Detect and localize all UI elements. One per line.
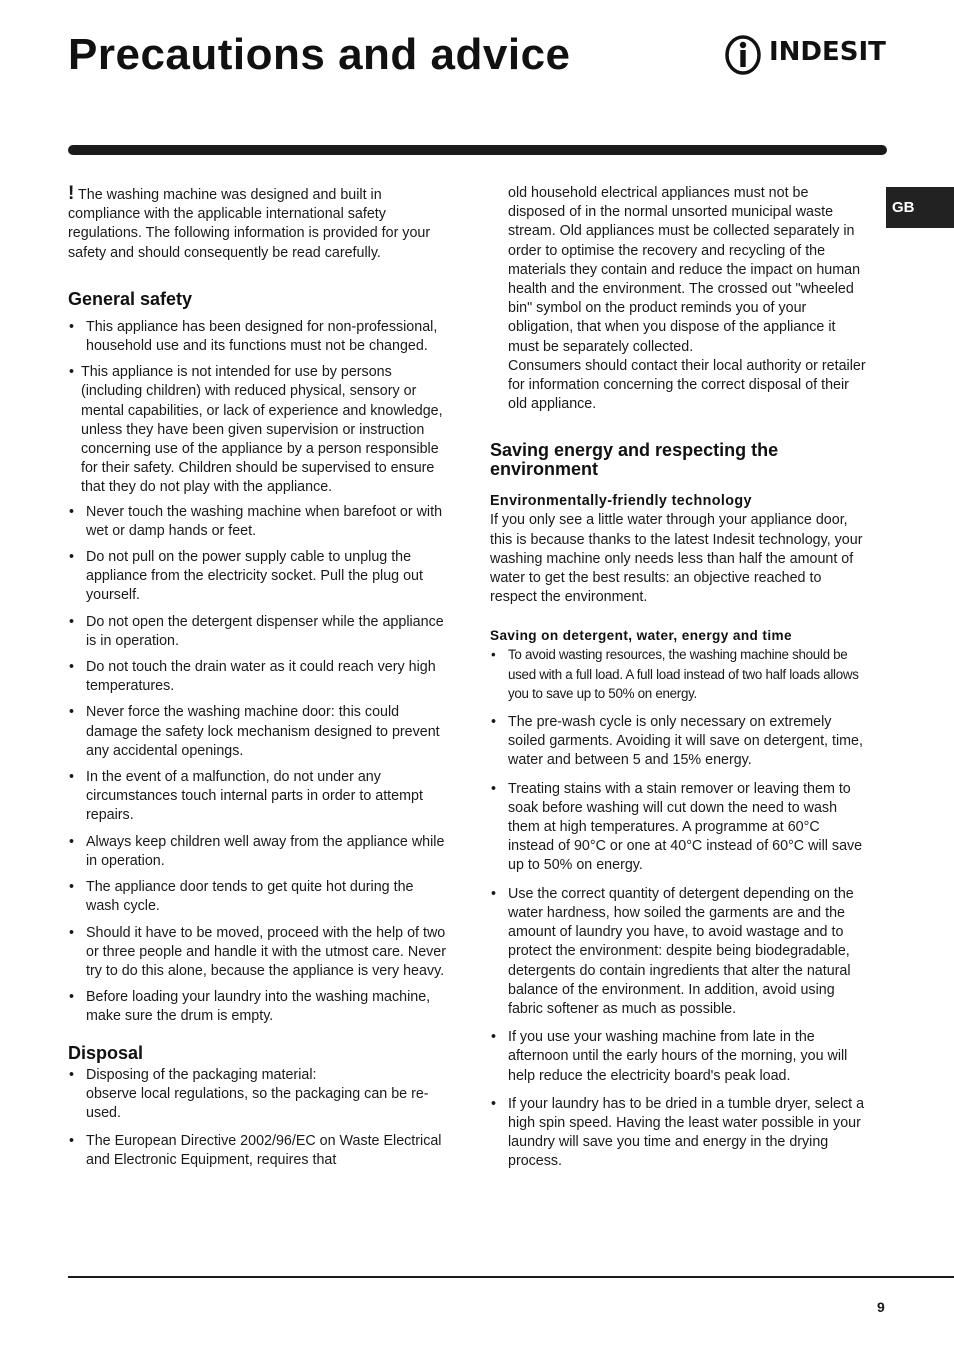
disposal-continued-text: old household electrical appliances must not be disposed of in the normal unsorted municipal waste stream. Old appliances must be collected separately in order to optimise the recovery and recycling of the materials they contain and reduce the impact on human health and the environment. The crossed out "wheeled bin" symbol on the product reminds you of your obligation, that when you dispose of the appliance it must be separately collected.: [508, 185, 861, 355]
saving-subheading: Saving on detergent, water, energy and time: [490, 628, 792, 644]
list-item: • Before loading your laundry into the washing machine, make sure the drum is empty.: [68, 988, 446, 1026]
disposal-packaging-label: Disposing of the packaging material:: [86, 1066, 317, 1083]
list-item: [68, 1066, 446, 1124]
list-item: • Should it have to be moved, proceed with the help of two or three people and handle it with the utmost care. Never try to do this alone, because the appliance is very heavy.: [68, 924, 446, 982]
list-item: • Do not pull on the power supply cable to unplug the appliance from the electricity socket. Pull the plug out yourself.: [68, 548, 446, 606]
general-safety-heading: General safety: [68, 288, 193, 309]
list-item: • Do not open the detergent dispenser while the appliance is in operation.: [68, 613, 446, 651]
list-item: • If you use your washing machine from late in the afternoon until the early hours of the morning, you will help reduce the electricity board's peak load.: [490, 1028, 868, 1086]
list-item: • If your laundry has to be dried in a tumble dryer, select a high spin speed. Having the least water possible in your laundry will save you time and energy in the drying process.: [490, 1095, 868, 1172]
list-item: • Do not touch the drain water as it could reach very high temperatures.: [68, 658, 446, 696]
saving-list: [490, 645, 868, 1171]
intro-text: The washing machine was designed and built in compliance with the applicable international safety regulations. The following information is provided for your safety and should consequently be read carefully.: [68, 187, 431, 261]
list-item: • Never touch the washing machine when barefoot or with wet or damp hands or feet.: [68, 503, 446, 541]
page-title: Precautions and advice: [68, 30, 571, 79]
list-item: • Use the correct quantity of detergent depending on the water hardness, how soiled the garments are and the amount of laundry you have, to avoid wastage and to protect the environment: despite being biodegradable, detergents do contain ingredients that alter the natural balance of the environment. In addition, avoid using fabric softener as much as possible.: [490, 885, 868, 1019]
warning-mark: !: [68, 183, 75, 204]
list-item: • The pre-wash cycle is only necessary on extremely soiled garments. Avoiding it will save on detergent, time, water and between 5 and 15% energy.: [490, 713, 868, 771]
footer-divider: [68, 1276, 954, 1278]
eco-technology-text: If you only see a little water through your appliance door, this is because thanks to the latest Indesit technology, your washing machine only needs less than half the amount of water to get the best results: an objective reached to respect the environment.: [490, 512, 863, 606]
brand-logo: [724, 33, 888, 77]
disposal-list: [68, 1066, 446, 1171]
brand-name: INDESIT: [769, 37, 886, 67]
eco-technology-heading: Environmentally-friendly technology: [490, 493, 752, 510]
left-column: [68, 184, 446, 1171]
disposal-consumers-text: Consumers should contact their local authority or retailer for information concerning the correct disposal of their old appliance.: [508, 357, 866, 413]
intro-paragraph: [68, 184, 446, 263]
list-item: • The appliance door tends to get quite hot during the wash cycle.: [68, 878, 446, 916]
list-item: • Never force the washing machine door: this could damage the safety lock mechanism designed to prevent any accidental openings.: [68, 703, 446, 761]
page-number: 9: [877, 1299, 885, 1315]
list-item: • Treating stains with a stain remover or leaving them to soak before washing will cut down the need to wash them at high temperatures. A programme at 60°C instead of 90°C or one at 40°C instead of 60°C will save up to 50% on energy.: [490, 780, 868, 876]
list-item: • This appliance has been designed for non-professional, household use and its functions must not be changed.: [68, 318, 446, 356]
language-tab: GB: [886, 187, 954, 228]
list-item: • The European Directive 2002/96/EC on Waste Electrical and Electronic Equipment, requires that: [68, 1132, 446, 1170]
list-item: • This appliance is not intended for use by persons (including children) with reduced physical, sensory or mental capabilities, or lack of experience and knowledge, unless they have been given supervision or instruction concerning use of the appliance by a person responsible for their safety. Children should be supervised to ensure that they do not play with the appliance.: [68, 363, 446, 497]
general-safety-list: [68, 318, 446, 1027]
list-item: • Always keep children well away from the appliance while in operation.: [68, 833, 446, 871]
list-item: • To avoid wasting resources, the washing machine should be used with a full load. A full load instead of two half loads allows you to save up to 50% on energy.: [490, 645, 868, 703]
disposal-heading: Disposal: [68, 1042, 144, 1063]
disposal-packaging-text: observe local regulations, so the packaging can be re-used.: [86, 1085, 429, 1121]
header-divider: [68, 145, 887, 155]
brand-i-icon: [724, 33, 764, 77]
list-item: • In the event of a malfunction, do not under any circumstances touch internal parts in order to attempt repairs.: [68, 768, 446, 826]
right-column: [490, 184, 868, 1172]
saving-heading: Saving energy and respecting the environment: [490, 440, 779, 480]
